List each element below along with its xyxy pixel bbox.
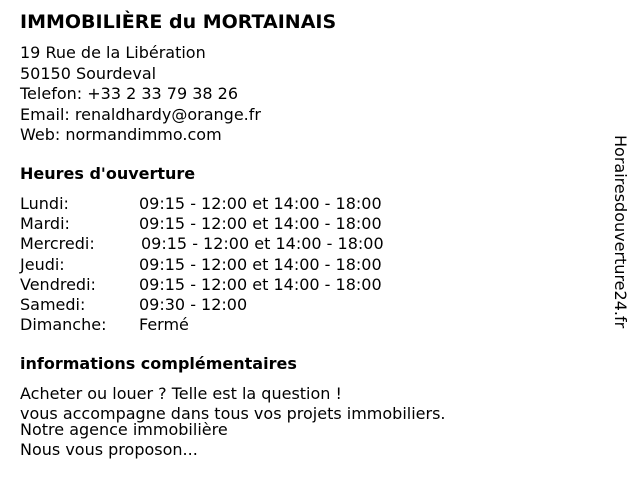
day-hours: 09:15 - 12:00 et 14:00 - 18:00 xyxy=(139,274,382,294)
day-label: Jeudi: xyxy=(20,254,65,274)
day-label: Vendredi: xyxy=(20,274,96,294)
street-address: 19 Rue de la Libération xyxy=(20,43,206,62)
hours-heading: Heures d'ouverture xyxy=(20,164,196,183)
city-postal: 50150 Sourdeval xyxy=(20,63,157,83)
info-line: vous accompagne dans tous vos projets immobiliers. xyxy=(20,404,446,423)
info-line: Acheter ou louer ? Telle est la question ! xyxy=(20,384,342,403)
business-name: IMMOBILIÈRE du MORTAINAIS xyxy=(20,11,337,33)
day-label: Mardi: xyxy=(20,214,70,234)
info-line: Nous vous proposon... xyxy=(20,440,198,459)
contact-block xyxy=(20,43,261,146)
day-hours: 09:15 - 12:00 et 14:00 - 18:00 xyxy=(141,234,384,254)
website: Web: normandimmo.com xyxy=(20,125,222,144)
phone-number: Telefon: +33 2 33 79 38 26 xyxy=(20,84,239,103)
day-hours: 09:15 - 12:00 et 14:00 - 18:00 xyxy=(139,254,382,274)
email-address: Email: renaldhardy@orange.fr xyxy=(20,104,261,124)
day-hours: 09:15 - 12:00 et 14:00 - 18:00 xyxy=(139,194,382,213)
site-watermark: Horairesdouverture24.fr xyxy=(611,135,630,329)
day-hours: 09:15 - 12:00 et 14:00 - 18:00 xyxy=(139,214,382,234)
day-hours: 09:30 - 12:00 xyxy=(139,294,248,314)
day-label: Samedi: xyxy=(20,294,86,314)
day-label: Lundi: xyxy=(20,194,69,213)
info-line: Notre agence immobilière xyxy=(20,420,228,439)
day-label: Dimanche: xyxy=(20,315,107,335)
day-label: Mercredi: xyxy=(20,234,95,254)
day-hours: Fermé xyxy=(139,315,189,335)
info-heading: informations complémentaires xyxy=(20,354,297,373)
